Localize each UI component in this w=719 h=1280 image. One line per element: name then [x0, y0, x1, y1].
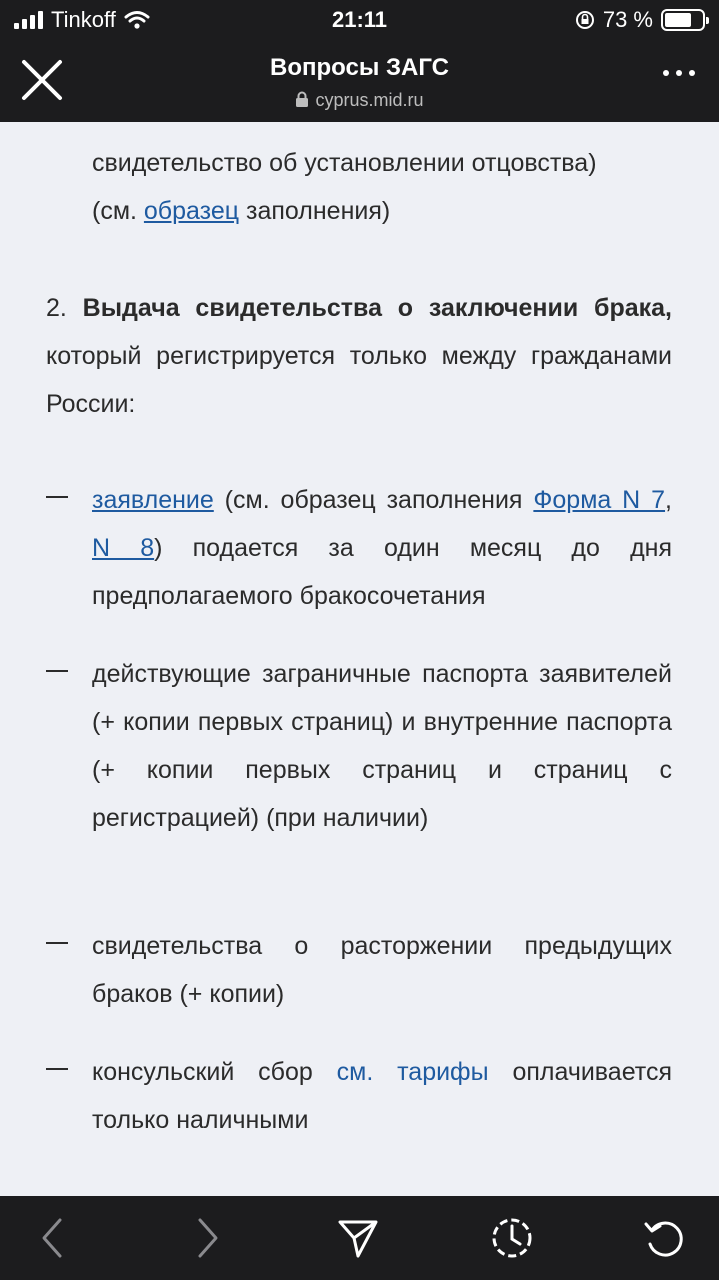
list-item: [92, 650, 672, 842]
clock-icon[interactable]: [490, 1216, 534, 1260]
clock: 21:11: [331, 7, 388, 32]
section-heading: Выдача свидетельства о заключении брака,: [82, 294, 672, 322]
list-item: [92, 1048, 672, 1144]
dash-bullet: [46, 1068, 68, 1070]
form-7-link[interactable]: Форма N 7: [533, 486, 666, 514]
more-icon[interactable]: [663, 70, 695, 76]
status-right: [575, 7, 705, 33]
paternity-suffix: заполнения): [239, 197, 391, 225]
browser-nav: [0, 40, 719, 122]
url-text: cyprus.mid.ru: [315, 90, 424, 110]
page-url: [0, 90, 719, 111]
status-bar: [0, 0, 719, 40]
chevron-right-icon[interactable]: [184, 1216, 228, 1260]
top-bar: [0, 0, 719, 122]
application-link[interactable]: заявление: [92, 486, 214, 514]
dash-bullet: [46, 670, 68, 672]
sample-link[interactable]: образец: [143, 197, 240, 225]
battery-icon: [661, 9, 705, 31]
page-title: Вопросы ЗАГС: [270, 54, 449, 81]
tariffs-link[interactable]: см. тарифы: [336, 1058, 489, 1086]
lock-icon: [295, 91, 309, 108]
paragraph-paternity: [92, 139, 672, 235]
list-item: [92, 922, 672, 1018]
chevron-left-icon[interactable]: [32, 1216, 76, 1260]
page-content: [0, 122, 719, 1196]
section-2: [46, 284, 672, 428]
bottom-toolbar: [0, 1196, 719, 1280]
passports-text: действующие заграничные паспорта заявителей (+ копии первых страниц) и внутренние паспорта (+ копии первых страниц и страниц с регистрацией) (при наличии): [92, 660, 672, 832]
paternity-prefix: (см.: [92, 197, 144, 225]
item-text: ,: [665, 486, 672, 514]
dash-bullet: [46, 496, 68, 498]
item-text: ) подается за один месяц до дня предполагаемого бракосочетания: [92, 534, 672, 610]
item-text: (см. образец заполнения: [213, 486, 534, 514]
fee-text: консульский сбор: [92, 1058, 337, 1086]
paternity-line: свидетельство об установлении отцовства): [92, 149, 597, 177]
send-icon[interactable]: [336, 1216, 380, 1260]
fee-text: оплачивается только наличными: [92, 1058, 672, 1134]
carrier-name: Tinkoff: [51, 7, 116, 32]
section-number: 2.: [46, 294, 67, 322]
form-8-link[interactable]: N 8: [92, 534, 155, 562]
battery-percent: 73 %: [602, 7, 653, 32]
orientation-lock-icon: [575, 10, 595, 30]
dash-bullet: [46, 942, 68, 944]
list-item: [92, 476, 672, 620]
section-text: который регистрируется только между гражданами России:: [46, 342, 672, 418]
divorce-text: свидетельства о расторжении предыдущих браков (+ копии): [92, 932, 672, 1008]
reload-icon[interactable]: [642, 1216, 686, 1260]
